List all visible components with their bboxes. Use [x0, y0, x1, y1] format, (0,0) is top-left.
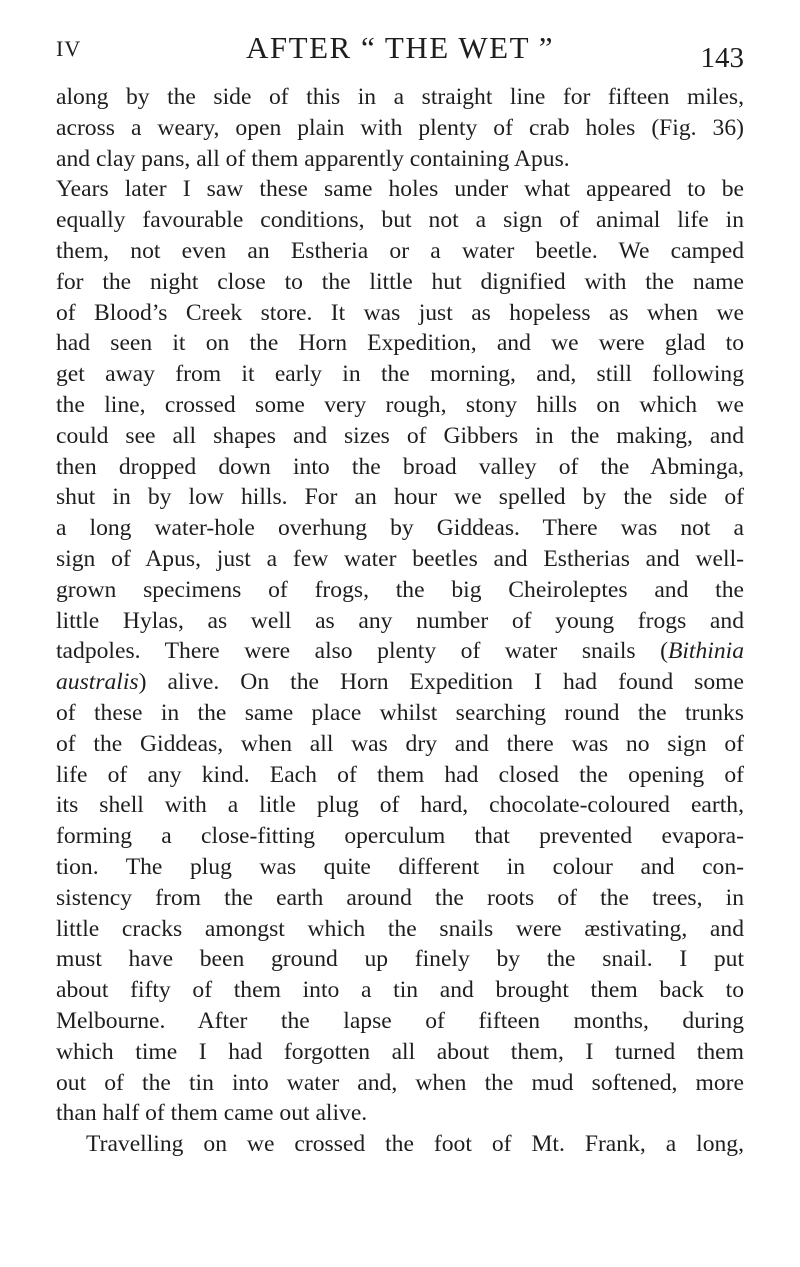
text-line: out of the tin into water and, when the mud softened, more [56, 1069, 744, 1096]
text-line: of these in the same place whilst searching round the trunks [56, 699, 744, 726]
text-line: about fifty of them into a tin and brought them back to [56, 977, 744, 1004]
species-name-italic: Bithinia [667, 638, 744, 665]
species-name-italic: australis [56, 669, 139, 696]
text-line: tadpoles. There were also plenty of water snails (Bithinia [56, 638, 744, 665]
text-line: shut in by low hills. For an hour we spelled by the side of [56, 484, 744, 511]
text-line: could see all shapes and sizes of Gibbers in the making, and [56, 422, 744, 449]
text-line: a long water-hole overhung by Giddeas. There was not a [56, 515, 744, 542]
text-line: australis) alive. On the Horn Expedition I had found some [56, 669, 744, 696]
text-line: Melbourne. After the lapse of fifteen months, during [56, 1007, 744, 1034]
page-number: 143 [700, 42, 744, 74]
running-head [56, 30, 744, 80]
text-line: of the Giddeas, when all was dry and there was no sign of [56, 730, 744, 757]
text-line: little cracks amongst which the snails were æstivating, and [56, 915, 744, 942]
text-line: must have been ground up finely by the snail. I put [56, 946, 744, 973]
body-text [56, 82, 744, 1160]
text-line: for the night close to the little hut dignified with the name [56, 268, 744, 295]
text-line: its shell with a litle plug of hard, chocolate-coloured earth, [56, 792, 744, 819]
text-line: than half of them came out alive. [56, 1100, 368, 1127]
chapter-numeral: IV [56, 36, 82, 61]
text-line: had seen it on the Horn Expedition, and we were glad to [56, 330, 744, 357]
text-line: them, not even an Estheria or a water beetle. We camped [56, 237, 744, 264]
chapter-title: AFTER “ THE WET ” [246, 30, 554, 65]
text-line: forming a close-fitting operculum that prevented evapora- [56, 823, 744, 850]
text-line: life of any kind. Each of them had closed the opening of [56, 761, 744, 788]
text-line: along by the side of this in a straight line for fifteen miles, [56, 84, 744, 110]
text-line: grown specimens of frogs, the big Cheiroleptes and the [56, 576, 744, 603]
text-line: Travelling on we crossed the foot of Mt. Frank, a long, [86, 1131, 744, 1158]
text-line: the line, crossed some very rough, stony hills on which we [56, 391, 744, 418]
text-line: Years later I saw these same holes under what appeared to be [56, 176, 744, 203]
text-line: equally favourable conditions, but not a sign of animal life in [56, 207, 744, 234]
text-line: little Hylas, as well as any number of young frogs and [56, 607, 744, 634]
text-line: of Blood’s Creek store. It was just as hopeless as when we [56, 299, 744, 326]
text-line: tion. The plug was quite different in colour and con- [56, 853, 744, 880]
text-line: sign of Apus, just a few water beetles and Estherias and well- [56, 545, 744, 572]
text-line: sistency from the earth around the roots of the trees, in [56, 884, 744, 911]
text-line: across a weary, open plain with plenty of crab holes (Fig. 36) [56, 114, 744, 141]
text-line: then dropped down into the broad valley of the Abminga, [56, 453, 744, 480]
text-line: and clay pans, all of them apparently containing Apus. [56, 145, 570, 172]
text-line: which time I had forgotten all about them, I turned them [56, 1038, 744, 1065]
text-line: get away from it early in the morning, and, still following [56, 361, 744, 388]
